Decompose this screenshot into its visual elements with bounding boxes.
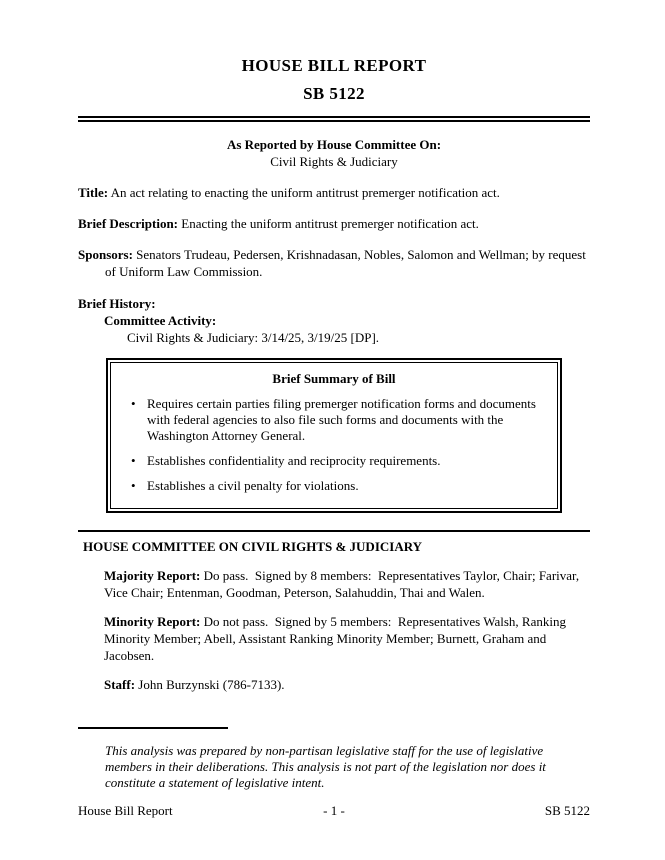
sponsors-paragraph xyxy=(78,246,590,280)
disclaimer-text: This analysis was prepared by non-partisan legislative staff for the use of legislative members in their deliberations. This analysis is not part of the legislation nor does it constitute a statement of legislative intent. xyxy=(105,743,546,790)
committee-section-header: HOUSE COMMITTEE ON CIVIL RIGHTS & JUDICIARY xyxy=(83,539,423,554)
summary-bullet-item xyxy=(129,478,539,494)
minority-report-paragraph xyxy=(104,613,590,664)
summary-bullet-text: Requires certain parties filing premerger notification forms and documents with federal agencies to also file such forms and documents with the Washington Attorney General. xyxy=(147,396,536,443)
footer-page-number: - 1 - xyxy=(323,803,345,818)
footer-bill-number: SB 5122 xyxy=(544,803,590,818)
bill-number: SB 5122 xyxy=(303,84,365,103)
reported-by-committee: Civil Rights & Judiciary xyxy=(270,154,398,169)
committee-activity-text: Civil Rights & Judiciary: 3/14/25, 3/19/25 [DP]. xyxy=(127,330,380,345)
brief-history-block xyxy=(78,295,590,346)
staff-label: Staff: xyxy=(104,677,136,692)
reported-by-block xyxy=(78,136,590,170)
majority-report-paragraph xyxy=(104,567,590,601)
sponsors-label: Sponsors: xyxy=(78,247,133,262)
footnote-separator-rule xyxy=(78,727,228,729)
summary-box-title: Brief Summary of Bill xyxy=(272,371,396,386)
minority-report-label: Minority Report: xyxy=(104,614,201,629)
brief-summary-box xyxy=(106,358,562,513)
title-label: Title: xyxy=(78,185,109,200)
summary-bullet-text: Establishes confidentiality and reciprocity requirements. xyxy=(147,453,441,468)
bullet-icon: • xyxy=(131,453,136,468)
document-header xyxy=(78,52,590,108)
document-content xyxy=(78,0,590,693)
bullet-icon: • xyxy=(131,396,136,411)
minority-report-text: Do not pass. Signed by 5 members: Representatives Walsh, Ranking Minority Member; Abell, Assistant Ranking Minority Member; Burnett, Graham and Jacobsen. xyxy=(104,614,570,663)
sponsors-text: Senators Trudeau, Pedersen, Krishnadasan, Nobles, Salomon and Wellman; by request of Uniform Law Commission. xyxy=(105,247,590,279)
brief-description-label: Brief Description: xyxy=(78,216,179,231)
summary-bullet-item xyxy=(129,453,539,469)
bullet-icon: • xyxy=(131,478,136,493)
brief-summary-box-inner xyxy=(110,362,558,509)
page-footer xyxy=(78,802,590,819)
committee-section-rule xyxy=(78,530,590,532)
staff-paragraph xyxy=(104,676,590,693)
brief-description-text: Enacting the uniform antitrust premerger notification act. xyxy=(178,216,479,231)
title-text: An act relating to enacting the uniform antitrust premerger notification act. xyxy=(108,185,500,200)
reported-by-label: As Reported by House Committee On: xyxy=(226,137,442,152)
title-divider-rule xyxy=(78,116,590,122)
doc-title: HOUSE BILL REPORT xyxy=(241,56,427,75)
staff-text: John Burzynski (786-7133). xyxy=(135,677,285,692)
title-paragraph xyxy=(78,184,590,201)
brief-history-label: Brief History: xyxy=(78,296,156,311)
summary-bullet-item xyxy=(129,396,539,444)
brief-description-paragraph xyxy=(78,215,590,232)
committee-activity-label: Committee Activity: xyxy=(104,313,217,328)
majority-report-label: Majority Report: xyxy=(104,568,201,583)
majority-report-text: Do pass. Signed by 8 members: Representatives Taylor, Chair; Farivar, Vice Chair; Entenman, Goodman, Peterson, Salahuddin, Thai and Walen. xyxy=(104,568,583,600)
footer-document-name: House Bill Report xyxy=(78,803,173,818)
summary-bullet-text: Establishes a civil penalty for violations. xyxy=(147,478,359,493)
